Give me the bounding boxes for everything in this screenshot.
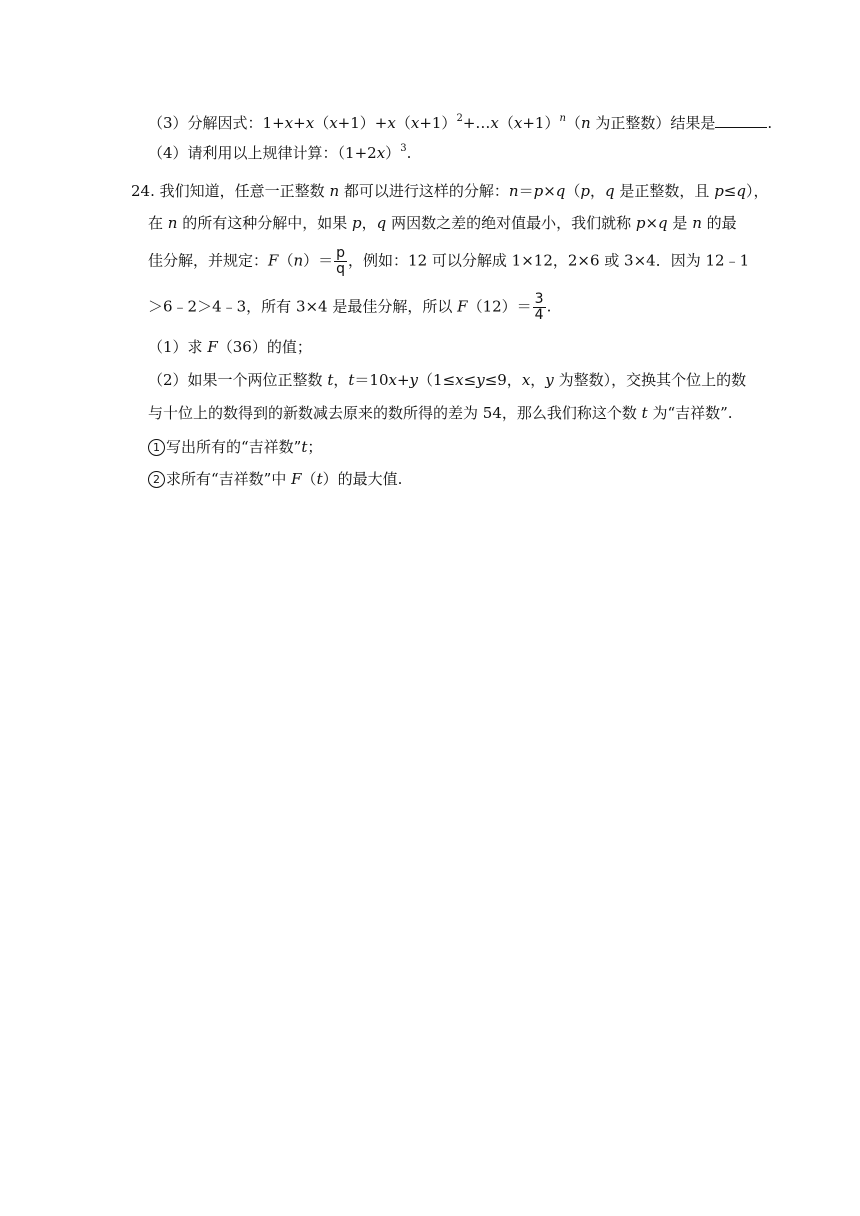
- q24-line2-c: 两因数之差的绝对值最小，我们就称: [391, 214, 632, 232]
- q24-line2: 在 n 的所有这种分解中，如果 p，q 两因数之差的绝对值最小，我们就称 p×q 是 n 的最: [148, 214, 737, 232]
- q24-intro-a: 我们知道，任意一正整数: [159, 182, 325, 200]
- fraction-3-over-4: [533, 292, 546, 323]
- item2-text-a: 求所有“吉祥数”中: [166, 470, 287, 488]
- fraction-numerator: 3: [534, 291, 544, 307]
- q23-part3: （3）分解因式：$1+x+x(x+1)+x(x+1)^2+\dots x(x+1)^n(n$ 为正整数）结果是 .: [148, 113, 773, 132]
- q24-line1: 24. 我们知道，任意一正整数 n 都可以进行这样的分解：n＝p×q（p，q 是正整数，且 p≤q），: [131, 182, 769, 200]
- question-number: 24.: [131, 182, 155, 200]
- q23-part4-text: （4）请利用以上规律计算：（1+2: [148, 144, 377, 162]
- q24-part2-item2: 2 求所有“吉祥数”中 F（t）的最大值.: [148, 468, 402, 490]
- item2-text-b: 的最大值.: [337, 470, 403, 488]
- q23-part3-result-label: 结果是: [670, 114, 716, 132]
- q23-part3-label: （3）分解因式：: [148, 114, 263, 132]
- circled-number-icon: 1: [148, 439, 165, 456]
- fraction-denominator: q: [336, 261, 346, 277]
- answer-blank: [715, 113, 767, 128]
- fraction-p-over-q: [334, 246, 347, 277]
- q24-part1-a: （1）求: [148, 338, 203, 356]
- fraction-numerator: p: [336, 245, 346, 261]
- q24-part2-line2-b: 为“吉祥数”.: [652, 404, 733, 422]
- q24-line2-d: 的最: [706, 214, 737, 232]
- q24-part2-line2-a: 与十位上的数得到的新数减去原来的数所得的差为 54，那么我们称这个数: [148, 404, 637, 422]
- q24-part2-item1: 1 写出所有的“吉祥数”t；: [148, 436, 322, 458]
- q24-intro-b: 都可以进行这样的分解：: [343, 182, 509, 200]
- q24-line3: 佳分解，并规定：F（n）＝ $\frac{p}{q}$ ，例如：12 可以分解成 1×12，2×6 或 3×4．因为 12﹣1: [148, 245, 750, 277]
- q24-part2-line1: （2）如果一个两位正整数 t，t＝10x+y（1≤x≤y≤9，x，y 为整数），交换其个位上的数: [148, 371, 747, 389]
- item1-text: 写出所有的“吉祥数”: [166, 438, 302, 456]
- q24-line4: ＞6﹣2＞4﹣3，所有 3×4 是最佳分解，所以 F（12）＝ $\frac{3}{4}$ .: [148, 291, 552, 323]
- q24-line2-b: 的所有这种分解中，如果: [182, 214, 348, 232]
- q24-part2-a: （2）如果一个两位正整数: [148, 371, 323, 389]
- q24-part1: （1）求 F（36）的值；: [148, 338, 312, 356]
- q24-line4-a: ＞6﹣2＞4﹣3，所有 3×4 是最佳分解，所以: [148, 297, 453, 316]
- q24-line3-b: 例如：12 可以分解成 1×12，2×6 或 3×4．因为 12﹣1: [363, 251, 750, 270]
- q23-part4: （4）请利用以上规律计算：$(1+2x)^3$.: [148, 143, 412, 162]
- circled-number-icon: 2: [148, 471, 165, 488]
- fraction-denominator: 4: [534, 307, 544, 323]
- q24-line3-a: 佳分解，并规定：: [148, 251, 269, 270]
- q24-part2-b: 为整数），交换其个位上的数: [558, 371, 747, 389]
- q24-line2-a: 在: [148, 214, 164, 232]
- q24-part1-b: （36）的值；: [217, 338, 312, 356]
- q24-part2-line2: 与十位上的数得到的新数减去原来的数所得的差为 54，那么我们称这个数 t 为“吉祥数”.: [148, 404, 733, 422]
